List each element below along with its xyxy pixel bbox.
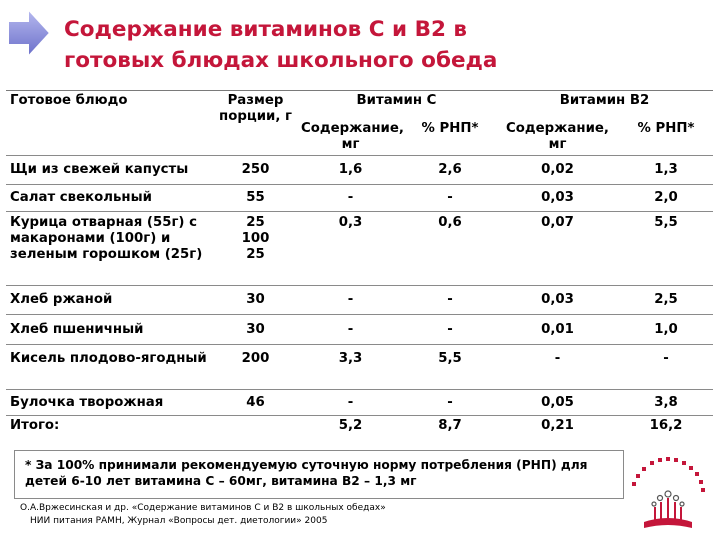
- header-vitamin-b2: Витамин В2: [496, 91, 713, 112]
- cell-b2-pct: 3,8: [619, 390, 713, 416]
- cell-portion: 250: [214, 156, 297, 185]
- cell-dish: Щи из свежей капусты: [6, 156, 214, 185]
- header-b2-content: Содержание, мг: [506, 121, 609, 152]
- portion-line: 100: [241, 231, 270, 246]
- table-row: [6, 156, 713, 185]
- cell-portion: 30: [214, 315, 297, 345]
- arrow-right-icon: [6, 7, 52, 59]
- cell-c-mg: 0,3: [297, 212, 404, 286]
- cell-c-mg: -: [297, 286, 404, 315]
- cell-dish: Курица отварная (55г) с макаронами (100г) и зеленым горошком (25г): [6, 212, 214, 286]
- cell-portion: [214, 416, 297, 438]
- cell-b2-mg: 0,01: [496, 315, 619, 345]
- cell-c-mg: -: [297, 185, 404, 212]
- cell-c-mg: 3,3: [297, 345, 404, 390]
- cell-b2-pct: 1,0: [619, 315, 713, 345]
- title-line-1: Содержание витаминов С и В2 в: [64, 17, 468, 42]
- cell-c-mg: -: [297, 390, 404, 416]
- table-row: [6, 212, 713, 286]
- cell-c-pct: -: [404, 390, 496, 416]
- portion-line: 25: [246, 247, 265, 262]
- cell-c-mg: 1,6: [297, 156, 404, 185]
- cell-dish: Булочка творожная: [6, 390, 214, 416]
- cell-portion: 200: [214, 345, 297, 390]
- header-portion: Размер порции, г: [214, 91, 297, 156]
- source-line-1: О.А.Вржесинская и др. «Содержание витаминов С и В2 в школьных обедах»: [20, 503, 386, 513]
- cell-b2-pct: -: [619, 345, 713, 390]
- cell-b2-mg: 0,05: [496, 390, 619, 416]
- cell-portion: 55: [214, 185, 297, 212]
- header-b2-rnp: % РНП*: [637, 121, 695, 136]
- portion-line: 25: [246, 215, 265, 230]
- footnote-box: * За 100% принимали рекомендуемую суточную норму потребления (РНП) для детей 6-10 лет витамина С – 60мг, витамина В2 – 1,3 мг: [14, 450, 624, 499]
- cell-b2-pct: 16,2: [619, 416, 713, 438]
- header-dish: Готовое блюдо: [6, 91, 214, 156]
- table-row: [6, 390, 713, 416]
- title-line-2: готовых блюдах школьного обеда: [64, 48, 498, 73]
- cell-c-mg: -: [297, 315, 404, 345]
- page-title: [64, 14, 704, 76]
- cell-c-pct: -: [404, 185, 496, 212]
- nii-pitaniya-logo-icon: [626, 452, 710, 536]
- cell-portion: 30: [214, 286, 297, 315]
- cell-b2-mg: 0,03: [496, 185, 619, 212]
- slide-header: [0, 0, 720, 90]
- cell-c-mg: 5,2: [297, 416, 404, 438]
- cell-c-pct: 0,6: [404, 212, 496, 286]
- cell-dish: Хлеб ржаной: [6, 286, 214, 315]
- table-header-row: [6, 91, 713, 112]
- cell-b2-pct: 5,5: [619, 212, 713, 286]
- cell-b2-mg: 0,02: [496, 156, 619, 185]
- header-vitamin-c: Витамин С: [297, 91, 496, 112]
- table-row: [6, 345, 713, 390]
- cell-c-pct: 8,7: [404, 416, 496, 438]
- cell-portion: 46: [214, 390, 297, 416]
- cell-c-pct: -: [404, 286, 496, 315]
- source-citation: [20, 502, 620, 528]
- cell-b2-mg: -: [496, 345, 619, 390]
- table-row: [6, 315, 713, 345]
- table-row: [6, 286, 713, 315]
- header-c-rnp: % РНП*: [421, 121, 479, 136]
- vitamin-table: [6, 90, 713, 438]
- cell-b2-mg: 0,21: [496, 416, 619, 438]
- cell-c-pct: -: [404, 315, 496, 345]
- cell-b2-pct: 1,3: [619, 156, 713, 185]
- cell-c-pct: 2,6: [404, 156, 496, 185]
- cell-b2-mg: 0,07: [496, 212, 619, 286]
- cell-b2-pct: 2,5: [619, 286, 713, 315]
- cell-dish: Хлеб пшеничный: [6, 315, 214, 345]
- cell-b2-pct: 2,0: [619, 185, 713, 212]
- table-total-row: [6, 416, 713, 438]
- cell-dish: Салат свекольный: [6, 185, 214, 212]
- cell-b2-mg: 0,03: [496, 286, 619, 315]
- header-c-content: Содержание, мг: [301, 121, 404, 152]
- cell-c-pct: 5,5: [404, 345, 496, 390]
- cell-dish: Кисель плодово-ягодный: [6, 345, 214, 390]
- table-row: [6, 185, 713, 212]
- source-line-2: НИИ питания РАМН, Журнал «Вопросы дет. диетологии» 2005: [30, 516, 328, 526]
- cell-total-label: Итого:: [6, 416, 214, 438]
- cell-portion-multi: [214, 212, 297, 286]
